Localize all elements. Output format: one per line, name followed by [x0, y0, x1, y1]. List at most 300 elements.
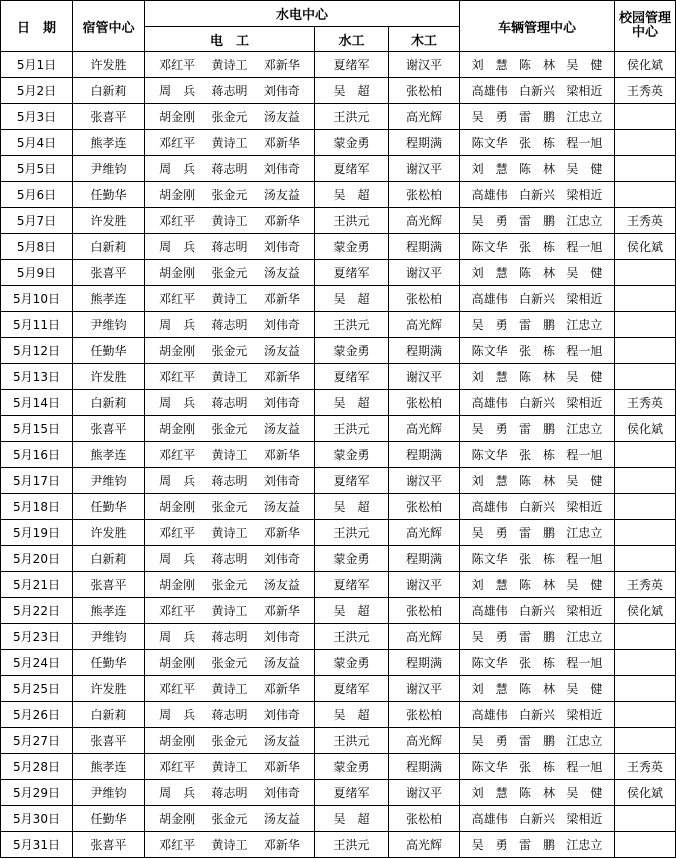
vehicle-staff-name: 吴 勇: [471, 214, 508, 228]
vehicle-staff-name: 吴 健: [566, 266, 603, 280]
electrician-name: 周 兵: [159, 162, 196, 176]
cell-vehicle: [460, 416, 615, 442]
vehicle-staff-name: 雷 鹏: [518, 526, 555, 540]
cell-vehicle: [460, 390, 615, 416]
table-row: [1, 104, 676, 130]
vehicle-staff-name: 江忠立: [566, 422, 603, 436]
cell-date: 5月28日: [1, 754, 73, 780]
vehicle-staff-name: 高雄伟: [471, 188, 508, 202]
electrician-name: 周 兵: [159, 84, 196, 98]
cell-plumber: 王洪元: [315, 104, 389, 130]
cell-dorm: 张喜平: [73, 572, 145, 598]
cell-campus: 侯化斌: [615, 234, 676, 260]
cell-carpenter: 程期满: [389, 442, 460, 468]
cell-electricians: [145, 754, 315, 780]
table-row: [1, 832, 676, 858]
cell-campus: [615, 702, 676, 728]
electrician-name: 汤友益: [263, 266, 300, 280]
cell-campus: 侯化斌: [615, 416, 676, 442]
cell-electricians: [145, 494, 315, 520]
vehicle-staff-name: 梁相近: [566, 500, 603, 514]
electrician-name: 张金元: [211, 422, 248, 436]
vehicle-staff-name: 张 栋: [518, 448, 555, 462]
table-row: [1, 208, 676, 234]
vehicle-staff-name: 白新兴: [518, 812, 555, 826]
electrician-name: 周 兵: [159, 708, 196, 722]
vehicle-staff-name: 陈 林: [518, 58, 555, 72]
vehicle-staff-name: 陈文华: [471, 240, 508, 254]
cell-carpenter: 谢汉平: [389, 52, 460, 78]
cell-campus: [615, 182, 676, 208]
cell-date: 5月24日: [1, 650, 73, 676]
electrician-name: 邓新华: [263, 136, 300, 150]
vehicle-staff-name: 张 栋: [518, 552, 555, 566]
electrician-name: 刘伟奇: [263, 84, 300, 98]
cell-carpenter: 张松柏: [389, 494, 460, 520]
cell-date: 5月30日: [1, 806, 73, 832]
table-row: [1, 650, 676, 676]
electrician-name: 胡金刚: [159, 812, 196, 826]
cell-vehicle: [460, 728, 615, 754]
cell-date: 5月31日: [1, 832, 73, 858]
cell-carpenter: 程期满: [389, 650, 460, 676]
cell-vehicle: [460, 156, 615, 182]
cell-dorm: 许发胜: [73, 364, 145, 390]
cell-electricians: [145, 806, 315, 832]
electrician-name: 蒋志明: [211, 162, 248, 176]
vehicle-staff-name: 刘 慧: [471, 682, 508, 696]
electrician-name: 邓红平: [159, 838, 196, 852]
cell-campus: [615, 624, 676, 650]
vehicle-staff-name: 江忠立: [566, 318, 603, 332]
electrician-name: 周 兵: [159, 318, 196, 332]
electrician-name: 汤友益: [263, 422, 300, 436]
cell-carpenter: 高光辉: [389, 728, 460, 754]
cell-carpenter: 谢汉平: [389, 780, 460, 806]
electrician-name: 黄诗工: [211, 370, 248, 384]
cell-plumber: 夏绪军: [315, 676, 389, 702]
cell-date: 5月21日: [1, 572, 73, 598]
vehicle-staff-name: 高雄伟: [471, 292, 508, 306]
vehicle-staff-name: 江忠立: [566, 734, 603, 748]
vehicle-staff-name: 雷 鹏: [518, 630, 555, 644]
cell-plumber: 蒙金勇: [315, 754, 389, 780]
cell-plumber: 吴 超: [315, 702, 389, 728]
cell-campus: [615, 520, 676, 546]
cell-date: 5月16日: [1, 442, 73, 468]
vehicle-staff-name: 江忠立: [566, 630, 603, 644]
electrician-name: 汤友益: [263, 656, 300, 670]
electrician-name: 黄诗工: [211, 214, 248, 228]
cell-dorm: 尹维钧: [73, 156, 145, 182]
electrician-name: 胡金刚: [159, 734, 196, 748]
vehicle-staff-name: 江忠立: [566, 110, 603, 124]
electrician-name: 黄诗工: [211, 760, 248, 774]
electrician-name: 周 兵: [159, 786, 196, 800]
cell-vehicle: [460, 520, 615, 546]
cell-electricians: [145, 104, 315, 130]
cell-vehicle: [460, 806, 615, 832]
cell-date: 5月29日: [1, 780, 73, 806]
electrician-name: 邓红平: [159, 604, 196, 618]
cell-carpenter: 程期满: [389, 338, 460, 364]
cell-vehicle: [460, 832, 615, 858]
cell-dorm: 尹维钧: [73, 468, 145, 494]
cell-dorm: 尹维钧: [73, 780, 145, 806]
cell-dorm: 熊孝连: [73, 442, 145, 468]
electrician-name: 胡金刚: [159, 344, 196, 358]
vehicle-staff-name: 吴 健: [566, 370, 603, 384]
cell-plumber: 王洪元: [315, 312, 389, 338]
cell-electricians: [145, 234, 315, 260]
table-row: [1, 364, 676, 390]
vehicle-staff-name: 陈 林: [518, 682, 555, 696]
electrician-name: 张金元: [211, 578, 248, 592]
electrician-name: 邓红平: [159, 292, 196, 306]
cell-plumber: 夏绪军: [315, 468, 389, 494]
electrician-name: 邓新华: [263, 214, 300, 228]
electrician-name: 黄诗工: [211, 448, 248, 462]
cell-campus: [615, 468, 676, 494]
table-row: [1, 260, 676, 286]
vehicle-staff-name: 张 栋: [518, 344, 555, 358]
cell-carpenter: 高光辉: [389, 832, 460, 858]
electrician-name: 黄诗工: [211, 526, 248, 540]
cell-date: 5月17日: [1, 468, 73, 494]
cell-carpenter: 张松柏: [389, 806, 460, 832]
schedule-body: [1, 52, 676, 858]
cell-vehicle: [460, 208, 615, 234]
vehicle-staff-name: 雷 鹏: [518, 838, 555, 852]
vehicle-staff-name: 白新兴: [518, 292, 555, 306]
cell-vehicle: [460, 650, 615, 676]
electrician-name: 蒋志明: [211, 630, 248, 644]
cell-vehicle: [460, 234, 615, 260]
cell-electricians: [145, 286, 315, 312]
cell-vehicle: [460, 676, 615, 702]
vehicle-staff-name: 刘 慧: [471, 370, 508, 384]
electrician-name: 黄诗工: [211, 136, 248, 150]
vehicle-staff-name: 刘 慧: [471, 786, 508, 800]
vehicle-staff-name: 梁相近: [566, 84, 603, 98]
electrician-name: 胡金刚: [159, 422, 196, 436]
cell-date: 5月23日: [1, 624, 73, 650]
vehicle-staff-name: 白新兴: [518, 188, 555, 202]
electrician-name: 胡金刚: [159, 656, 196, 670]
electrician-name: 邓新华: [263, 682, 300, 696]
vehicle-staff-name: 高雄伟: [471, 84, 508, 98]
cell-campus: 侯化斌: [615, 52, 676, 78]
table-row: [1, 598, 676, 624]
table-row: [1, 676, 676, 702]
cell-electricians: [145, 390, 315, 416]
electrician-name: 胡金刚: [159, 578, 196, 592]
cell-electricians: [145, 598, 315, 624]
cell-vehicle: [460, 338, 615, 364]
vehicle-staff-name: 高雄伟: [471, 396, 508, 410]
electrician-name: 邓红平: [159, 370, 196, 384]
vehicle-staff-name: 白新兴: [518, 396, 555, 410]
cell-campus: [615, 338, 676, 364]
cell-vehicle: [460, 468, 615, 494]
table-row: [1, 754, 676, 780]
vehicle-staff-name: 张 栋: [518, 760, 555, 774]
cell-plumber: 夏绪军: [315, 260, 389, 286]
cell-carpenter: 高光辉: [389, 312, 460, 338]
cell-electricians: [145, 130, 315, 156]
cell-vehicle: [460, 572, 615, 598]
vehicle-staff-name: 雷 鹏: [518, 214, 555, 228]
vehicle-staff-name: 高雄伟: [471, 812, 508, 826]
electrician-name: 汤友益: [263, 188, 300, 202]
cell-plumber: 蒙金勇: [315, 442, 389, 468]
vehicle-staff-name: 高雄伟: [471, 708, 508, 722]
vehicle-staff-name: 吴 健: [566, 578, 603, 592]
electrician-name: 刘伟奇: [263, 708, 300, 722]
electrician-name: 张金元: [211, 500, 248, 514]
cell-date: 5月11日: [1, 312, 73, 338]
electrician-name: 刘伟奇: [263, 474, 300, 488]
electrician-name: 刘伟奇: [263, 318, 300, 332]
electrician-name: 蒋志明: [211, 786, 248, 800]
electrician-name: 邓红平: [159, 526, 196, 540]
vehicle-staff-name: 雷 鹏: [518, 734, 555, 748]
electrician-name: 邓新华: [263, 370, 300, 384]
cell-date: 5月25日: [1, 676, 73, 702]
cell-dorm: 任勤华: [73, 806, 145, 832]
cell-dorm: 熊孝连: [73, 130, 145, 156]
cell-plumber: 夏绪军: [315, 156, 389, 182]
cell-campus: [615, 546, 676, 572]
cell-electricians: [145, 780, 315, 806]
cell-carpenter: 张松柏: [389, 286, 460, 312]
table-row: [1, 546, 676, 572]
vehicle-staff-name: 陈 林: [518, 266, 555, 280]
electrician-name: 邓新华: [263, 604, 300, 618]
cell-dorm: 尹维钧: [73, 312, 145, 338]
cell-carpenter: 高光辉: [389, 520, 460, 546]
electrician-name: 邓新华: [263, 292, 300, 306]
cell-electricians: [145, 442, 315, 468]
electrician-name: 张金元: [211, 656, 248, 670]
electrician-name: 邓红平: [159, 448, 196, 462]
header-vehicle-center: 车辆管理中心: [460, 1, 615, 52]
electrician-name: 邓新华: [263, 760, 300, 774]
cell-carpenter: 高光辉: [389, 416, 460, 442]
vehicle-staff-name: 陈文华: [471, 344, 508, 358]
vehicle-staff-name: 吴 勇: [471, 422, 508, 436]
cell-dorm: 许发胜: [73, 52, 145, 78]
electrician-name: 邓红平: [159, 136, 196, 150]
cell-campus: [615, 832, 676, 858]
cell-plumber: 蒙金勇: [315, 338, 389, 364]
vehicle-staff-name: 程一旭: [566, 240, 603, 254]
cell-plumber: 吴 超: [315, 598, 389, 624]
cell-dorm: 张喜平: [73, 260, 145, 286]
vehicle-staff-name: 张 栋: [518, 136, 555, 150]
cell-electricians: [145, 312, 315, 338]
cell-carpenter: 张松柏: [389, 702, 460, 728]
cell-date: 5月3日: [1, 104, 73, 130]
table-row: [1, 702, 676, 728]
vehicle-staff-name: 吴 健: [566, 786, 603, 800]
vehicle-staff-name: 陈 林: [518, 474, 555, 488]
cell-dorm: 白新莉: [73, 390, 145, 416]
header-dorm-center: 宿管中心: [73, 1, 145, 52]
vehicle-staff-name: 吴 勇: [471, 734, 508, 748]
cell-campus: 王秀英: [615, 78, 676, 104]
cell-date: 5月8日: [1, 234, 73, 260]
vehicle-staff-name: 程一旭: [566, 656, 603, 670]
cell-plumber: 吴 超: [315, 494, 389, 520]
cell-dorm: 熊孝连: [73, 286, 145, 312]
vehicle-staff-name: 梁相近: [566, 708, 603, 722]
electrician-name: 蒋志明: [211, 318, 248, 332]
table-row: [1, 312, 676, 338]
cell-carpenter: 程期满: [389, 234, 460, 260]
cell-carpenter: 程期满: [389, 130, 460, 156]
cell-electricians: [145, 546, 315, 572]
cell-plumber: 蒙金勇: [315, 546, 389, 572]
cell-date: 5月5日: [1, 156, 73, 182]
cell-carpenter: 程期满: [389, 754, 460, 780]
vehicle-staff-name: 程一旭: [566, 136, 603, 150]
cell-electricians: [145, 676, 315, 702]
cell-plumber: 王洪元: [315, 832, 389, 858]
vehicle-staff-name: 梁相近: [566, 188, 603, 202]
vehicle-staff-name: 高雄伟: [471, 604, 508, 618]
electrician-name: 张金元: [211, 266, 248, 280]
cell-date: 5月22日: [1, 598, 73, 624]
electrician-name: 蒋志明: [211, 708, 248, 722]
vehicle-staff-name: 白新兴: [518, 708, 555, 722]
header-electrician: 电 工: [145, 27, 315, 52]
vehicle-staff-name: 白新兴: [518, 604, 555, 618]
cell-campus: [615, 286, 676, 312]
cell-dorm: 任勤华: [73, 650, 145, 676]
cell-dorm: 任勤华: [73, 338, 145, 364]
cell-plumber: 吴 超: [315, 806, 389, 832]
cell-dorm: 白新莉: [73, 78, 145, 104]
cell-carpenter: 张松柏: [389, 598, 460, 624]
electrician-name: 汤友益: [263, 578, 300, 592]
cell-dorm: 白新莉: [73, 546, 145, 572]
electrician-name: 周 兵: [159, 630, 196, 644]
vehicle-staff-name: 陈 林: [518, 162, 555, 176]
cell-campus: [615, 312, 676, 338]
cell-electricians: [145, 650, 315, 676]
cell-vehicle: [460, 52, 615, 78]
electrician-name: 周 兵: [159, 396, 196, 410]
cell-campus: [615, 130, 676, 156]
cell-vehicle: [460, 312, 615, 338]
header-campus-center: 校园管理中心: [615, 1, 676, 52]
vehicle-staff-name: 陈文华: [471, 656, 508, 670]
vehicle-staff-name: 陈 林: [518, 786, 555, 800]
electrician-name: 张金元: [211, 110, 248, 124]
cell-date: 5月2日: [1, 78, 73, 104]
vehicle-staff-name: 梁相近: [566, 812, 603, 826]
vehicle-staff-name: 刘 慧: [471, 58, 508, 72]
electrician-name: 胡金刚: [159, 188, 196, 202]
electrician-name: 邓新华: [263, 526, 300, 540]
electrician-name: 张金元: [211, 344, 248, 358]
header-carpenter: 木工: [389, 27, 460, 52]
cell-electricians: [145, 338, 315, 364]
cell-vehicle: [460, 546, 615, 572]
vehicle-staff-name: 程一旭: [566, 344, 603, 358]
electrician-name: 周 兵: [159, 552, 196, 566]
electrician-name: 邓红平: [159, 214, 196, 228]
cell-date: 5月20日: [1, 546, 73, 572]
electrician-name: 邓新华: [263, 58, 300, 72]
table-row: [1, 52, 676, 78]
cell-electricians: [145, 624, 315, 650]
table-row: [1, 234, 676, 260]
cell-date: 5月12日: [1, 338, 73, 364]
cell-dorm: 许发胜: [73, 520, 145, 546]
cell-vehicle: [460, 104, 615, 130]
cell-campus: 王秀英: [615, 390, 676, 416]
cell-plumber: 吴 超: [315, 78, 389, 104]
table-row: [1, 806, 676, 832]
cell-campus: [615, 104, 676, 130]
table-row: [1, 78, 676, 104]
cell-date: 5月26日: [1, 702, 73, 728]
cell-vehicle: [460, 182, 615, 208]
cell-date: 5月7日: [1, 208, 73, 234]
cell-vehicle: [460, 442, 615, 468]
cell-electricians: [145, 832, 315, 858]
cell-carpenter: 谢汉平: [389, 676, 460, 702]
cell-campus: [615, 156, 676, 182]
electrician-name: 张金元: [211, 734, 248, 748]
cell-plumber: 吴 超: [315, 182, 389, 208]
vehicle-staff-name: 程一旭: [566, 448, 603, 462]
vehicle-staff-name: 吴 勇: [471, 526, 508, 540]
electrician-name: 汤友益: [263, 500, 300, 514]
cell-date: 5月15日: [1, 416, 73, 442]
vehicle-staff-name: 程一旭: [566, 760, 603, 774]
electrician-name: 黄诗工: [211, 604, 248, 618]
electrician-name: 汤友益: [263, 734, 300, 748]
cell-electricians: [145, 156, 315, 182]
electrician-name: 黄诗工: [211, 682, 248, 696]
cell-vehicle: [460, 702, 615, 728]
cell-electricians: [145, 364, 315, 390]
cell-campus: [615, 494, 676, 520]
vehicle-staff-name: 陈 林: [518, 578, 555, 592]
vehicle-staff-name: 张 栋: [518, 656, 555, 670]
cell-date: 5月19日: [1, 520, 73, 546]
vehicle-staff-name: 雷 鹏: [518, 422, 555, 436]
vehicle-staff-name: 张 栋: [518, 240, 555, 254]
cell-vehicle: [460, 494, 615, 520]
cell-date: 5月1日: [1, 52, 73, 78]
electrician-name: 周 兵: [159, 474, 196, 488]
electrician-name: 刘伟奇: [263, 162, 300, 176]
electrician-name: 邓红平: [159, 682, 196, 696]
cell-vehicle: [460, 286, 615, 312]
vehicle-staff-name: 白新兴: [518, 500, 555, 514]
cell-carpenter: 高光辉: [389, 208, 460, 234]
cell-carpenter: 谢汉平: [389, 156, 460, 182]
electrician-name: 黄诗工: [211, 292, 248, 306]
cell-date: 5月18日: [1, 494, 73, 520]
cell-date: 5月4日: [1, 130, 73, 156]
cell-dorm: 张喜平: [73, 832, 145, 858]
table-row: [1, 572, 676, 598]
